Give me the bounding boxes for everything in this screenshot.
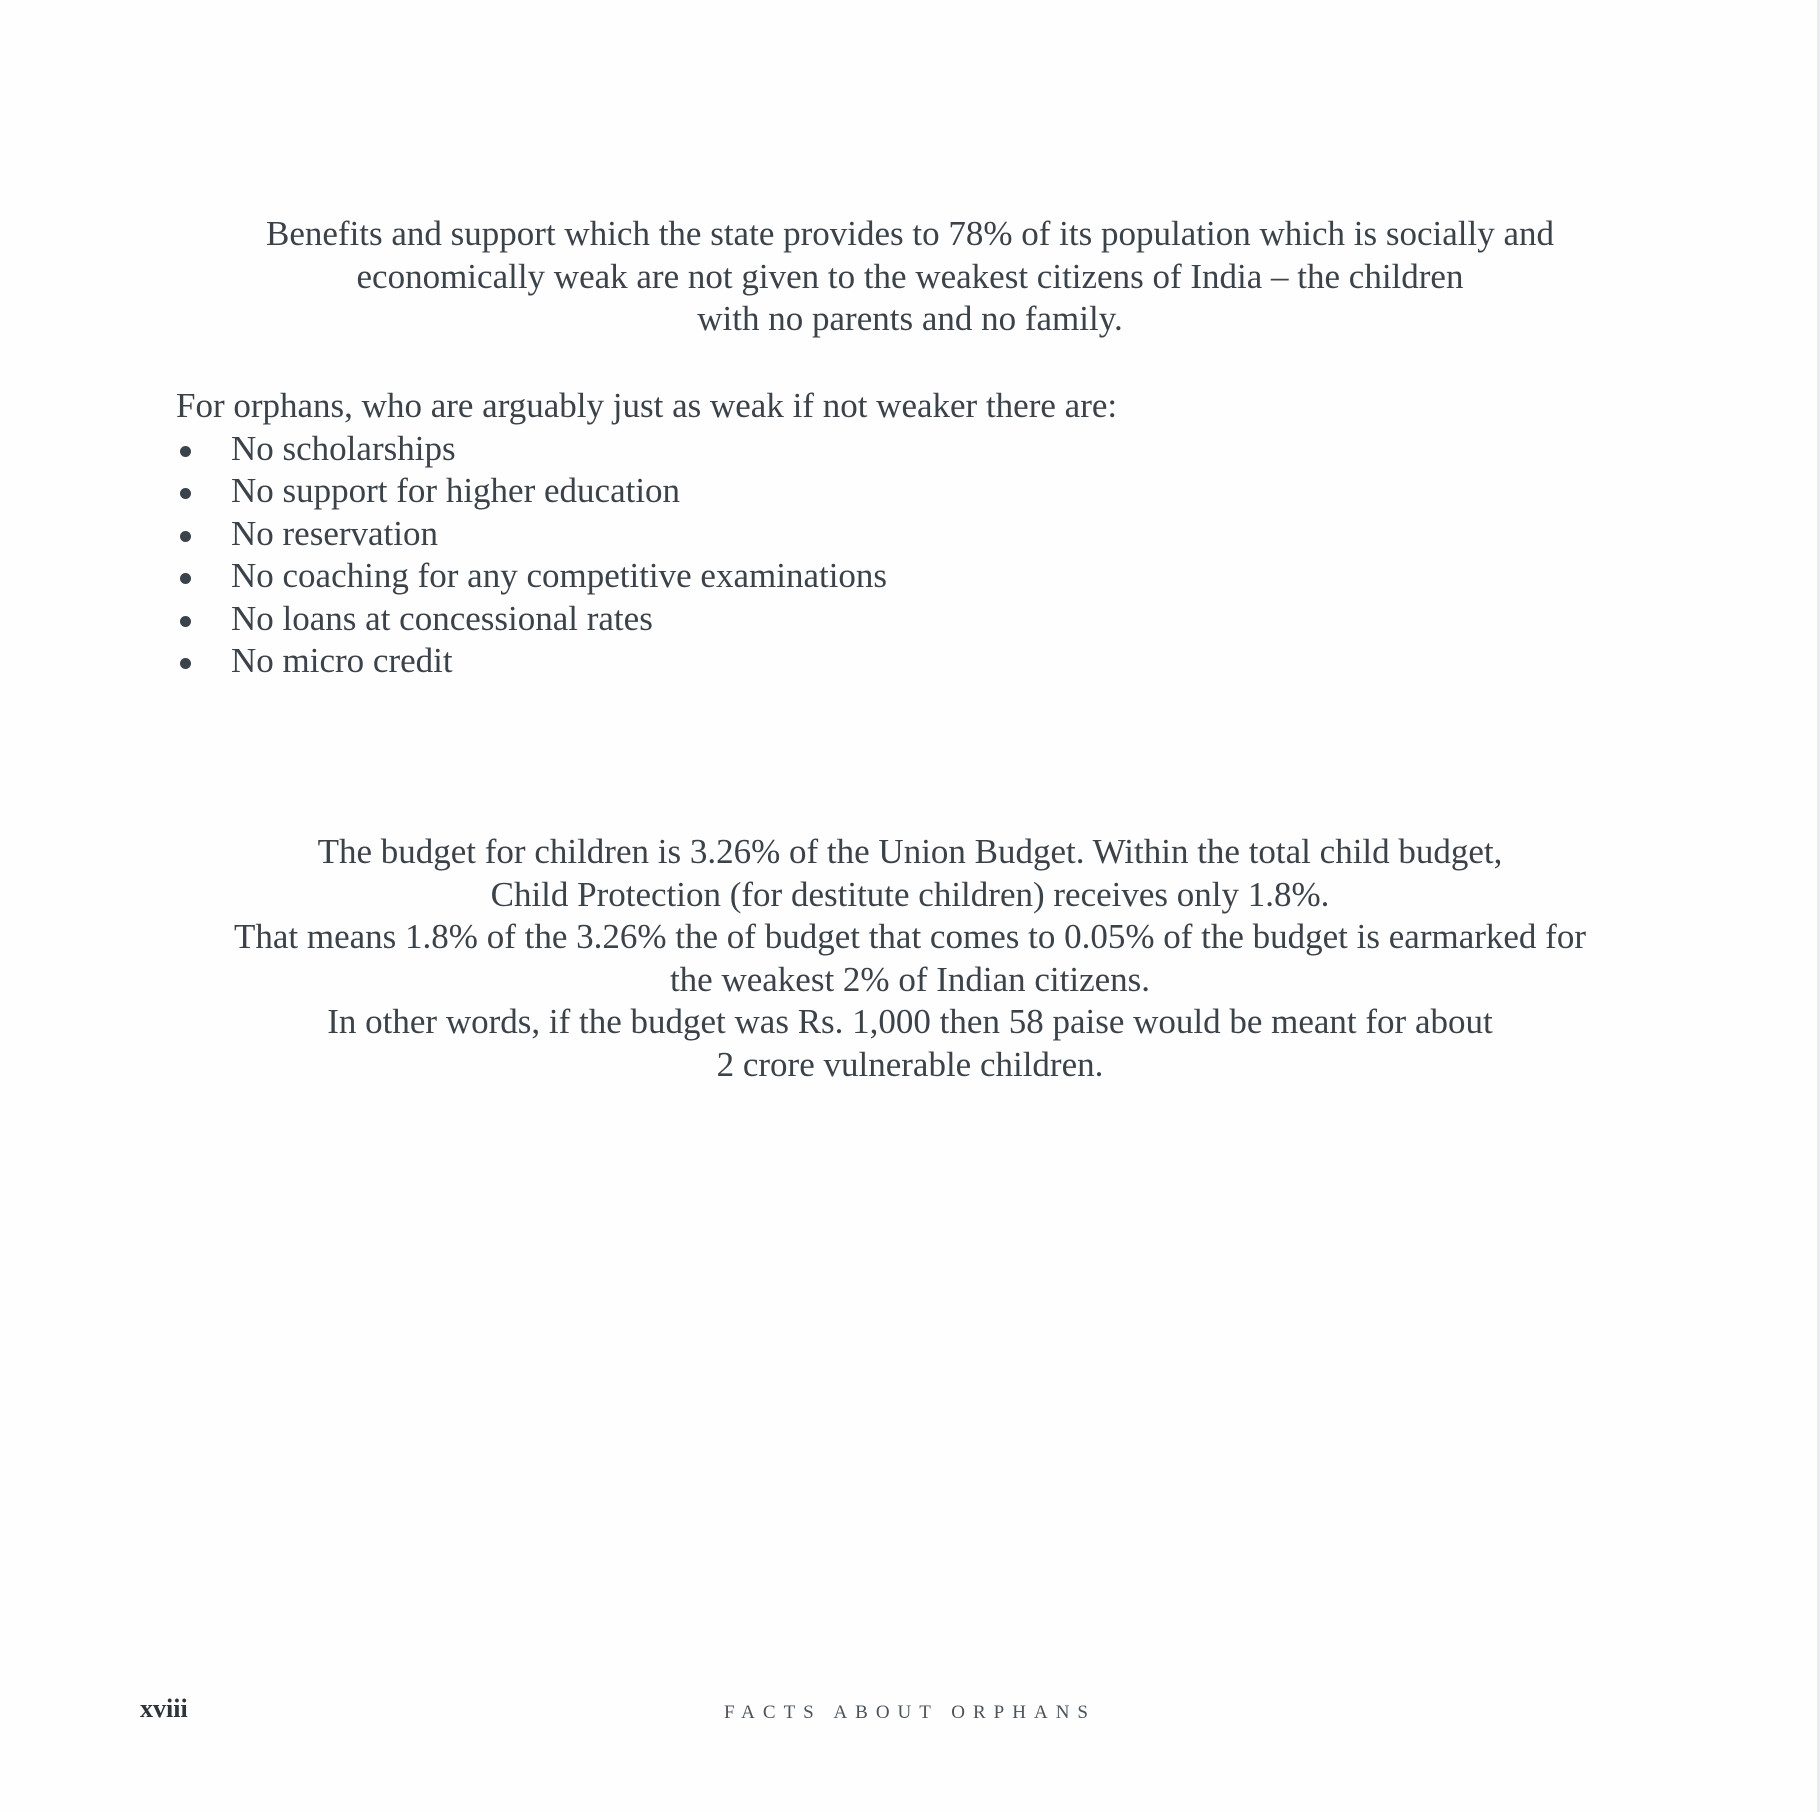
list-item-text: No loans at concessional rates: [231, 598, 653, 638]
budget-line: That means 1.8% of the 3.26% the of budget that comes to 0.05% of the budget is earmarked for: [234, 917, 1586, 956]
list-item-text: No scholarships: [231, 428, 456, 468]
list-item: [176, 470, 1576, 513]
intro-line: with no parents and no family.: [697, 299, 1123, 338]
list-item: [176, 513, 1576, 556]
page-number: xviii: [140, 1694, 188, 1723]
list-item: [176, 428, 1576, 471]
intro-line: economically weak are not given to the weakest citizens of India – the children: [356, 256, 1464, 296]
orphans-lead: For orphans, who are arguably just as weak if not weaker there are:: [176, 386, 1118, 425]
list-item-text: No coaching for any competitive examinations: [231, 556, 888, 595]
list-item-text: No micro credit: [231, 641, 453, 680]
budget-line: Child Protection (for destitute children) receives only 1.8%.: [490, 874, 1330, 914]
list-item: [176, 598, 1576, 641]
budget-line: 2 crore vulnerable children.: [716, 1044, 1104, 1084]
list-item-text: No reservation: [231, 513, 439, 553]
intro-line: Benefits and support which the state provides to 78% of its population which is socially and: [266, 214, 1554, 253]
bullet-icon: [180, 573, 191, 584]
budget-line: In other words, if the budget was Rs. 1,000 then 58 paise would be meant for about: [327, 1002, 1493, 1041]
intro-paragraph: [0, 213, 1820, 341]
bullet-icon: [180, 446, 191, 457]
budget-paragraph: [0, 831, 1820, 1086]
orphans-list: [176, 428, 1576, 683]
bullet-icon: [180, 488, 191, 499]
budget-line: the weakest 2% of Indian citizens.: [669, 959, 1151, 999]
budget-line: The budget for children is 3.26% of the Union Budget. Within the total child budget,: [317, 832, 1503, 871]
orphans-section: [176, 385, 1576, 683]
bullet-icon: [180, 616, 191, 627]
bullet-icon: [180, 531, 191, 542]
list-item: [176, 555, 1576, 598]
list-item: [176, 640, 1576, 683]
bullet-icon: [180, 658, 191, 669]
running-footer-title: FACTS ABOUT ORPHANS: [724, 1702, 1096, 1723]
list-item-text: No support for higher education: [231, 471, 681, 510]
